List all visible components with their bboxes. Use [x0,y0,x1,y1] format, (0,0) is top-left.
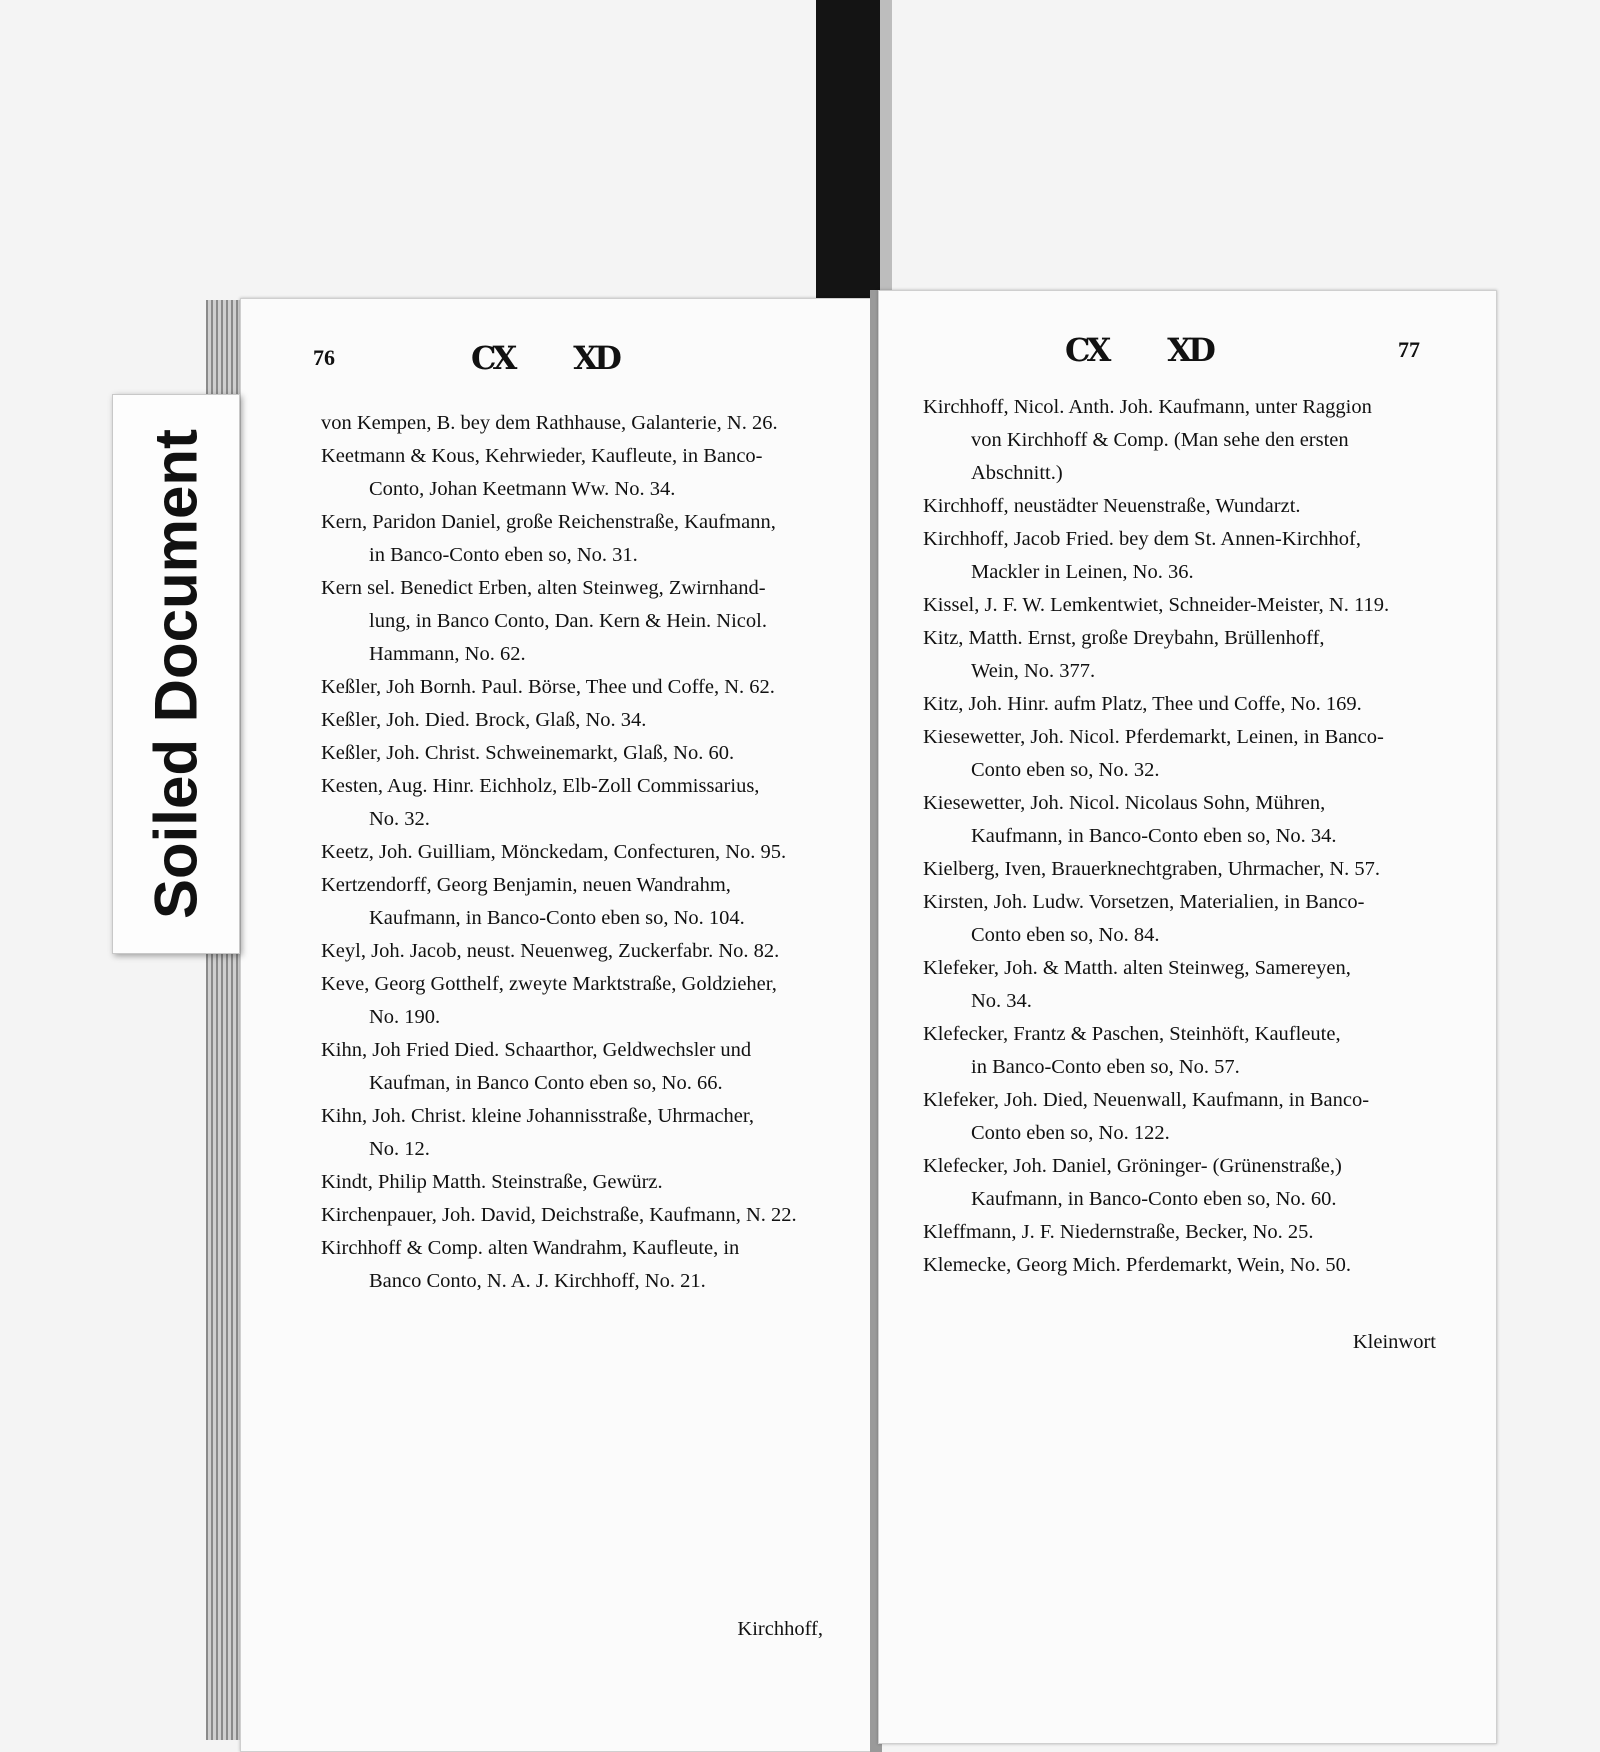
entry-first-line: Kern, Paridon Daniel, große Reichenstraße, Kaufmann, [321,511,776,533]
left-page [240,298,874,1752]
entry-first-line: Kiesewetter, Joh. Nicol. Pferdemarkt, Leinen, in Banco- [923,726,1384,748]
entry-first-line: Keyl, Joh. Jacob, neust. Neuenweg, Zuckerfabr. No. 82. [321,940,780,962]
directory-entry [923,688,1436,721]
right-entries-list [923,391,1436,1282]
entry-first-line: Kirsten, Joh. Ludw. Vorsetzen, Materialien, in Banco- [923,891,1365,913]
directory-entry [321,440,833,506]
right-catchword: Kleinwort [1352,1331,1436,1353]
entry-first-line: Keetz, Joh. Guilliam, Mönckedam, Confecturen, No. 95. [321,841,787,863]
entry-first-line: Kirchenpauer, Joh. David, Deichstraße, Kaufmann, N. 22. [321,1204,797,1226]
entry-continuation-line: Conto eben so, No. 32. [971,759,1160,781]
entry-first-line: Kitz, Matth. Ernst, große Dreybahn, Brüllenhoff, [923,627,1325,649]
entry-first-line: Kissel, J. F. W. Lemkentwiet, Schneider-Meister, N. 119. [923,594,1390,616]
entry-first-line: Kirchhoff & Comp. alten Wandrahm, Kaufleute, in [321,1237,740,1259]
directory-entry [923,589,1436,622]
right-page-header [879,331,1496,371]
directory-entry [923,853,1436,886]
entry-continuation-line: No. 32. [369,808,430,830]
directory-entry [321,1199,833,1232]
entry-first-line: Kihn, Joh. Christ. kleine Johannisstraße, Uhrmacher, [321,1105,755,1127]
entry-first-line: Klefeker, Joh. Died, Neuenwall, Kaufmann, in Banco- [923,1089,1370,1111]
directory-entry [923,886,1436,952]
entry-first-line: Klemecke, Georg Mich. Pferdemarkt, Wein, No. 50. [923,1254,1351,1276]
entry-continuation-line: No. 190. [369,1006,441,1028]
entry-first-line: Kern sel. Benedict Erben, alten Steinweg, Zwirnhand- [321,577,766,599]
entry-continuation-line: von Kirchhoff & Comp. (Man sehe den ersten [971,429,1349,451]
entry-first-line: Kirchhoff, neustädter Neuenstraße, Wundarzt. [923,495,1301,517]
entry-continuation-line: Wein, No. 377. [971,660,1096,682]
entry-first-line: Kertzendorff, Georg Benjamin, neuen Wandrahm, [321,874,731,896]
left-catchword: Kirchhoff, [737,1618,823,1640]
left-page-header [241,339,873,379]
entry-first-line: Keßler, Joh Bornh. Paul. Börse, Thee und Coffe, N. 62. [321,676,775,698]
entry-continuation-line: in Banco-Conto eben so, No. 57. [971,1056,1240,1078]
directory-entry [321,572,833,671]
directory-entry [923,490,1436,523]
directory-entry [923,523,1436,589]
directory-entry [923,787,1436,853]
left-ornament [471,339,618,377]
right-ornament [1065,331,1212,369]
entry-first-line: Keetmann & Kous, Kehrwieder, Kaufleute, in Banco- [321,445,763,467]
soiled-document-label [112,394,240,954]
soiled-document-text: Soiled Document [142,428,210,920]
directory-entry [321,1232,833,1298]
entry-continuation-line: Mackler in Leinen, No. 36. [971,561,1194,583]
entry-continuation-line: lung, in Banco Conto, Dan. Kern & Hein. Nicol. [369,610,767,632]
entry-continuation-line: Hammann, No. 62. [369,643,526,665]
ornament-left-glyph: CX [471,339,514,377]
entry-continuation-line: Kaufmann, in Banco-Conto eben so, No. 104. [369,907,745,929]
entry-first-line: Klefeker, Joh. & Matth. alten Steinweg, Samereyen, [923,957,1351,979]
entry-first-line: Kihn, Joh Fried Died. Schaarthor, Geldwechsler und [321,1039,752,1061]
entry-continuation-line: Conto eben so, No. 84. [971,924,1160,946]
entry-continuation-line: Conto eben so, No. 122. [971,1122,1170,1144]
directory-entry [923,1216,1436,1249]
directory-entry [321,671,833,704]
entry-first-line: Keßler, Joh. Died. Brock, Glaß, No. 34. [321,709,647,731]
entry-first-line: Kleffmann, J. F. Niedernstraße, Becker, No. 25. [923,1221,1314,1243]
directory-entry [321,704,833,737]
entry-first-line: Kesten, Aug. Hinr. Eichholz, Elb-Zoll Commissarius, [321,775,760,797]
directory-entry [923,391,1436,490]
entry-continuation-line: Banco Conto, N. A. J. Kirchhoff, No. 21. [369,1270,706,1292]
entry-continuation-line: Conto, Johan Keetmann Ww. No. 34. [369,478,676,500]
directory-entry [321,1100,833,1166]
directory-entry [923,1150,1436,1216]
open-book [240,290,1490,1752]
directory-entry [923,622,1436,688]
directory-entry [923,952,1436,1018]
directory-entry [321,869,833,935]
entry-first-line: Kielberg, Iven, Brauerknechtgraben, Uhrmacher, N. 57. [923,858,1381,880]
directory-entry [321,407,833,440]
ornament-left-glyph: CX [1065,331,1108,369]
entry-continuation-line: Kaufmann, in Banco-Conto eben so, No. 60. [971,1188,1337,1210]
directory-entry [321,737,833,770]
entry-first-line: Keve, Georg Gotthelf, zweyte Marktstraße, Goldzieher, [321,973,777,995]
entry-first-line: Keßler, Joh. Christ. Schweinemarkt, Glaß, No. 60. [321,742,735,764]
directory-entry [923,721,1436,787]
entry-first-line: Kirchhoff, Nicol. Anth. Joh. Kaufmann, unter Raggion [923,396,1372,418]
entry-first-line: Kirchhoff, Jacob Fried. bey dem St. Annen-Kirchhof, [923,528,1361,550]
entry-continuation-line: Kaufman, in Banco Conto eben so, No. 66. [369,1072,723,1094]
directory-entry [923,1249,1436,1282]
entry-first-line: von Kempen, B. bey dem Rathhause, Galanterie, N. 26. [321,412,778,434]
entry-continuation-line: Kaufmann, in Banco-Conto eben so, No. 34. [971,825,1337,847]
right-page [878,290,1497,1744]
directory-entry [923,1018,1436,1084]
ornament-right-glyph: XD [1167,331,1212,369]
directory-entry [321,1034,833,1100]
entry-first-line: Kiesewetter, Joh. Nicol. Nicolaus Sohn, Mühren, [923,792,1326,814]
entry-first-line: Klefecker, Frantz & Paschen, Steinhöft, Kaufleute, [923,1023,1341,1045]
directory-entry [321,506,833,572]
directory-entry [321,968,833,1034]
entry-first-line: Kitz, Joh. Hinr. aufm Platz, Thee und Coffe, No. 169. [923,693,1362,715]
directory-entry [321,935,833,968]
directory-entry [923,1084,1436,1150]
entry-continuation-line: in Banco-Conto eben so, No. 31. [369,544,638,566]
directory-entry [321,1166,833,1199]
right-page-number: 77 [1398,337,1420,362]
entry-continuation-line: No. 12. [369,1138,430,1160]
left-entries-list [321,407,833,1298]
entry-first-line: Kindt, Philip Matth. Steinstraße, Gewürz. [321,1171,663,1193]
directory-entry [321,836,833,869]
directory-entry [321,770,833,836]
ornament-right-glyph: XD [573,339,618,377]
entry-continuation-line: Abschnitt.) [971,462,1063,484]
entry-continuation-line: No. 34. [971,990,1032,1012]
left-page-number: 76 [313,345,335,370]
entry-first-line: Klefecker, Joh. Daniel, Gröninger- (Grünenstraße,) [923,1155,1342,1177]
